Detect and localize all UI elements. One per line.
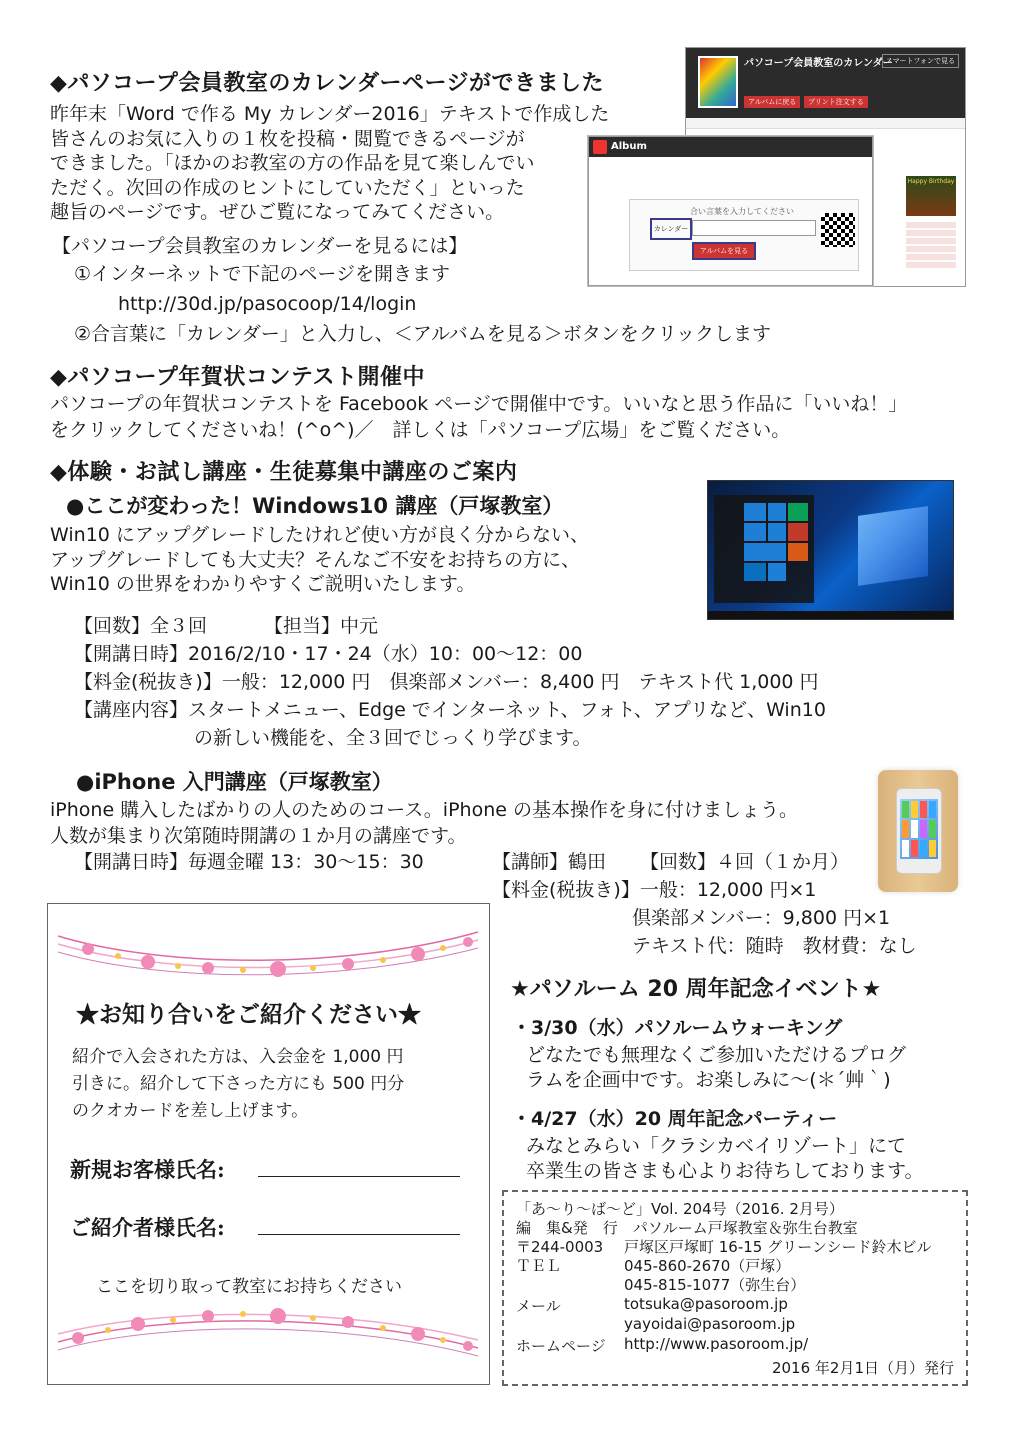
taskbar [708, 611, 953, 619]
tel-yayoidai[interactable]: 045-815-1077（弥生台） [624, 1276, 806, 1294]
birthday-caption: Happy Birthday [907, 178, 955, 185]
referral-body-line: のクオカードを差し上げます。 [72, 1101, 309, 1121]
windows-logo [858, 506, 928, 586]
qr-code [821, 213, 855, 247]
contest-heading: ◆パソコープ年賀状コンテスト開催中 [50, 365, 426, 390]
win10-content-line-2: の新しい機能を、全３回でじっくり学びます。 [194, 727, 592, 749]
step-1: ①インターネットで下記のページを開きます [74, 263, 450, 285]
new-customer-label: 新規お客様氏名: [70, 1157, 225, 1182]
win10-description [50, 523, 589, 597]
calendar-url[interactable]: http://30d.jp/pasocoop/14/login [118, 293, 417, 315]
colophon-box [502, 1190, 968, 1386]
album-logo-text: Album [611, 141, 647, 152]
print-order-button[interactable]: プリント注文する [804, 96, 868, 108]
calendar-grid-image [906, 220, 956, 268]
birthday-cake-image [906, 176, 956, 216]
iphone-screen [900, 799, 938, 859]
mail-label: メール [516, 1297, 561, 1315]
iphone-body-line-1: iPhone 購入したばかりの人のためのコース。iPhone の基本操作を身に付けましょう。 [50, 799, 798, 821]
iphone-schedule: 【開講日時】毎週金曜 13：30～15：30 [74, 851, 424, 873]
password-label: カレンダー [650, 218, 692, 240]
iphone-photo [878, 770, 958, 892]
iphone-fee-text: テキスト代：随時 教材費：なし [632, 935, 917, 957]
album-cover-thumbnail [698, 56, 738, 108]
password-prompt: 合い言葉を入力してください [690, 207, 794, 216]
heart-garland-bottom [48, 1302, 489, 1372]
album-logo-icon [593, 140, 607, 154]
calendar-heading: ◆パソコープ会員教室のカレンダーページができました [50, 71, 605, 96]
referrer-name-field[interactable] [258, 1234, 460, 1235]
windows10-screenshot [707, 480, 954, 620]
event-2-description [526, 1134, 923, 1183]
iphone-teacher: 【講師】鶴田 [492, 851, 607, 873]
mail-yayoidai[interactable]: yayoidai@pasoroom.jp [624, 1315, 796, 1333]
win10-course-title: ●ここが変わった！Windows10 講座（戸塚教室） [66, 494, 564, 518]
iphone-count: 【回数】４回（１か月） [640, 851, 850, 873]
referral-body-line: 引きに。紹介して下さった方にも 500 円分 [72, 1074, 405, 1094]
iphone-device [896, 788, 942, 874]
event-1-description [526, 1043, 906, 1092]
view-album-button[interactable]: アルバムを見る [692, 242, 756, 260]
anniversary-title: ★パソルーム 20 周年記念イベント★ [510, 977, 882, 1002]
courses-heading: ◆体験・お試し講座・生徒募集中講座のご案内 [50, 460, 518, 485]
contest-line-2: をクリックしてくださいね！(^o^)／ 詳しくは「パソコープ広場」をご覧ください。 [50, 419, 791, 441]
back-to-album-button[interactable]: アルバムに戻る [744, 96, 800, 108]
cut-out-instruction: ここを切り取って教室にお持ちください [96, 1277, 402, 1297]
new-customer-name-field[interactable] [258, 1176, 460, 1177]
win10-body-line: Win10 の世界をわかりやすくご説明いたします。 [50, 573, 476, 595]
referral-body-line: 紹介で入会された方は、入会金を 1,000 円 [72, 1047, 404, 1067]
issue-info: 「あ～り～ば～ど」Vol. 204号（2016. 2月号） [516, 1200, 844, 1218]
referral-description [72, 1044, 404, 1125]
referrer-label: ご紹介者様氏名: [70, 1215, 225, 1240]
win10-body-line: Win10 にアップグレードしたけれど使い方が良く分からない、 [50, 524, 590, 546]
win10-content-line-1: 【講座内容】スタートメニュー、Edge でインターネット、フォト、アプリなど、Win10 [74, 699, 826, 721]
mail-totsuka[interactable]: totsuka@pasoroom.jp [624, 1295, 788, 1313]
iphone-body-line-2: 人数が集まり次第随時開講の１か月の講座です。 [50, 825, 467, 847]
heart-garland-top [48, 914, 489, 984]
calendar-body-line: できました。「ほかのお教室の方の作品を見て楽しんでい [50, 152, 535, 174]
win10-fee: 【料金(税抜き)】一般：12,000 円 倶楽部メンバー：8,400 円 テキスト代 1,000 円 [74, 671, 819, 693]
album-title: パソコープ会員教室のカレンダー [744, 58, 893, 69]
postal-code: 〒244-0003 [516, 1238, 604, 1256]
tel-label: ＴＥＬ [516, 1257, 562, 1275]
start-menu [714, 495, 814, 603]
event-1-line: ラムを企画中です。お楽しみに～(＊´艸｀) [526, 1068, 891, 1091]
calendar-description [50, 102, 609, 225]
event-1-line: どなたでも無理なくご参加いただけるプログ [526, 1044, 907, 1066]
win10-teacher: 【担当】中元 [264, 615, 379, 637]
website-link[interactable]: http://www.pasoroom.jp/ [624, 1335, 809, 1353]
iphone-fee-general: 【料金(税抜き)】一般：12,000 円×1 [492, 879, 817, 901]
contest-line-1: パソコープの年賀状コンテストを Facebook ページで開催中です。いいなと思う作品に「いいね！」 [50, 393, 908, 415]
password-field[interactable] [692, 220, 816, 236]
smartphone-button[interactable]: スマートフォンで見る [882, 54, 959, 68]
album-login-screenshot [588, 136, 873, 286]
win10-body-line: アップグレードしても大丈夫？そんなご不安をお持ちの方に、 [50, 548, 581, 571]
event-2-line: 卒業生の皆さまも心よりお待ちしております。 [526, 1159, 924, 1182]
referral-coupon [47, 903, 490, 1385]
event-1-title: ・3/30（水）パソルームウォーキング [512, 1017, 843, 1039]
calendar-body-line: 昨年末「Word で作る My カレンダー2016」テキストで作成した [50, 103, 610, 125]
referral-title: ★お知り合いをご紹介ください★ [76, 1001, 421, 1028]
iphone-course-title: ●iPhone 入門講座（戸塚教室） [76, 770, 393, 794]
iphone-fee-member: 倶楽部メンバー：9,800 円×1 [632, 907, 891, 929]
win10-count: 【回数】全３回 [74, 615, 208, 637]
event-2-line: みなとみらい「クラシカベイリゾート」にて [526, 1135, 907, 1157]
address: 戸塚区戸塚町 16-15 グリーンシード鈴木ビル [624, 1238, 932, 1256]
calendar-body-line: ただく。次回の作成のヒントにしていただく」といった [50, 176, 525, 199]
publisher: 編 集&発 行 パソルーム戸塚教室＆弥生台教室 [516, 1219, 858, 1237]
event-2-title: ・4/27（水）20 周年記念パーティー [512, 1108, 838, 1130]
calendar-body-line: 皆さんのお気に入りの１枚を投稿・閲覧できるページが [50, 127, 525, 150]
tel-totsuka[interactable]: 045-860-2670（戸塚） [624, 1257, 791, 1275]
web-label: ホームページ [516, 1337, 606, 1355]
win10-dates: 【開講日時】2016/2/10・17・24（水）10：00～12：00 [74, 643, 583, 665]
howto-title: 【パソコープ会員教室のカレンダーを見るには】 [52, 235, 468, 257]
step-2: ②合言葉に「カレンダー」と入力し、＜アルバムを見る＞ボタンをクリックします [74, 323, 771, 345]
calendar-body-line: 趣旨のページです。ぜひご覧になってみてください。 [50, 201, 505, 223]
publish-date: 2016 年2月1日（月）発行 [771, 1359, 954, 1377]
